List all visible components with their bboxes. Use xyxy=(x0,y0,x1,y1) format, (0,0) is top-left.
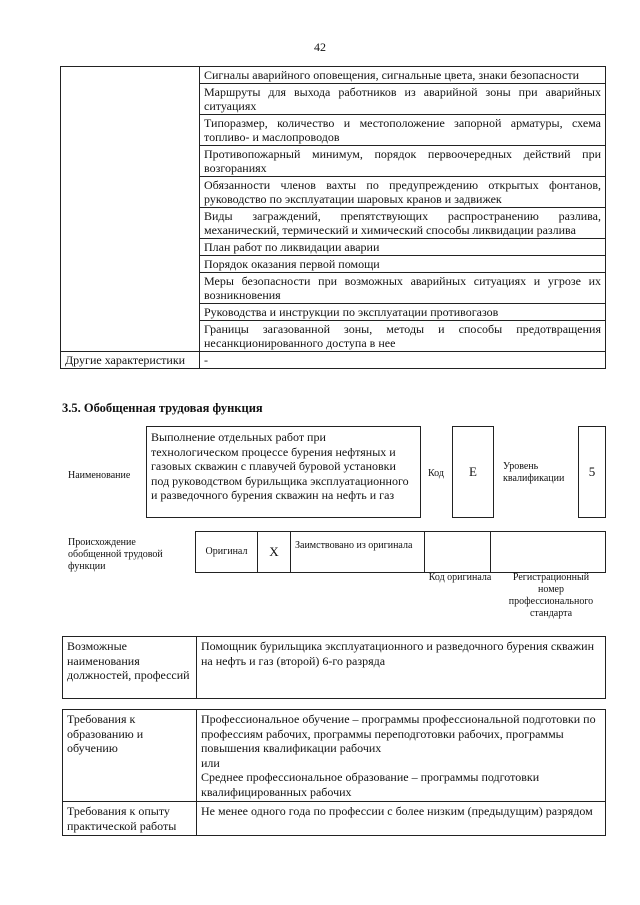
education-label: Требования к образованию и обучению xyxy=(63,710,197,802)
positions-table xyxy=(62,636,606,699)
row-value: Типоразмер, количество и местоположение запорной арматуры, схема топливо- и маслопроводов xyxy=(200,115,606,146)
code-value: E xyxy=(452,426,494,518)
original-mark: X xyxy=(258,531,291,573)
row-label: Другие характеристики xyxy=(61,352,200,369)
row-value: Меры безопасности при возможных аварийных ситуациях и угрозе их возникновения xyxy=(200,273,606,304)
table-row xyxy=(61,67,606,84)
code-label: Код xyxy=(428,468,444,479)
code-original-caption: Код оригинала xyxy=(428,572,492,583)
reg-number-cell xyxy=(491,531,606,573)
education-or: или xyxy=(201,755,220,770)
requirements-table xyxy=(62,709,606,836)
education-value xyxy=(197,710,606,802)
origin-row xyxy=(195,531,606,573)
row-value: Границы загазованной зоны, методы и способы предотвращения несанкционированного доступа в нее xyxy=(200,321,606,352)
row-value: Руководства и инструкции по эксплуатации противогазов xyxy=(200,304,606,321)
row-label xyxy=(61,67,200,352)
row-value: Противопожарный минимум, порядок первоочередных действий при возгораниях xyxy=(200,146,606,177)
reg-number-caption: Регистрационный номер профессионального стандарта xyxy=(508,572,594,619)
original-cell xyxy=(195,531,258,573)
row-value: - xyxy=(200,352,606,369)
row-value: Обязанности членов вахты по предупреждению открытых фонтанов, руководство по эксплуатации шаровых кранов и задвижек xyxy=(200,177,606,208)
code-original-cell xyxy=(425,531,491,573)
positions-label: Возможные наименования должностей, профессий xyxy=(63,637,197,699)
safety-knowledge-table xyxy=(60,66,606,369)
origin-label: Происхождение обобщенной трудовой функции xyxy=(68,537,163,572)
row-value: Маршруты для выхода работников из аварийной зоны при аварийных ситуациях xyxy=(200,84,606,115)
education-value-1: Профессиональное обучение – программы профессиональной подготовки по профессиям рабочих, программы переподготовки рабочих, программы повышения квалификации рабочих xyxy=(201,712,596,755)
page-number: 42 xyxy=(314,40,326,54)
education-value-2: Среднее профессиональное образование – программы подготовки квалифицированных рабочих xyxy=(201,770,540,799)
name-value: Выполнение отдельных работ при технологическом процессе бурения нефтяных и газовых скважин с плавучей буровой установки под руководством бурильщика эксплуатационного и разведочного бурения скважин на нефть и газ xyxy=(146,426,421,518)
section-title: 3.5. Обобщенная трудовая функция xyxy=(62,401,263,415)
row-value: План работ по ликвидации аварии xyxy=(200,239,606,256)
table-row xyxy=(61,352,606,369)
original-label: Оригинал xyxy=(205,546,248,557)
name-label: Наименование xyxy=(68,470,131,481)
level-label: Уровень квалификации xyxy=(503,461,565,484)
row-value: Сигналы аварийного оповещения, сигнальные цвета, знаки безопасности xyxy=(200,67,606,84)
experience-value: Не менее одного года по профессии с более низким (предыдущим) разрядом xyxy=(197,802,606,836)
row-value: Виды заграждений, препятствующих распространению разлива, механический, термический и химический способы ликвидации разлива xyxy=(200,208,606,239)
level-value: 5 xyxy=(578,426,606,518)
borrowed-label: Заимствовано из оригинала xyxy=(291,531,425,573)
positions-value: Помощник бурильщика эксплуатационного и разведочного бурения скважин на нефть и газ (второй) 6-го разряда xyxy=(197,637,606,699)
experience-label: Требования к опыту практической работы xyxy=(63,802,197,836)
row-value: Порядок оказания первой помощи xyxy=(200,256,606,273)
